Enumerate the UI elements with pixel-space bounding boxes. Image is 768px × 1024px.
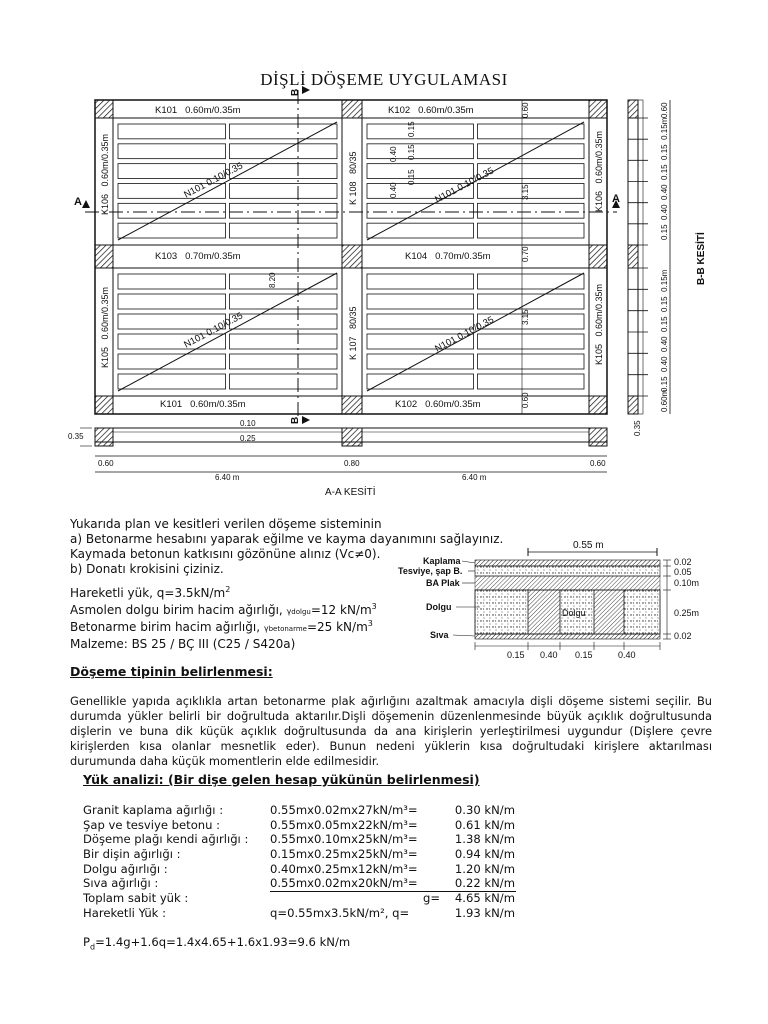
dim-label: 0.02	[674, 557, 692, 567]
beam-label: K101 0.60m/0.35m	[160, 399, 246, 410]
dim-label: 6.40 m	[215, 473, 240, 482]
intro-line: b) Donatı krokisini çiziniz.	[70, 562, 224, 576]
beam-label: K106 0.60m/0.35m	[100, 133, 110, 215]
infill-block	[478, 124, 585, 139]
infill-block	[478, 223, 585, 238]
live-load: Hareketli yük, $q=3.5kN/m^2$	[70, 585, 231, 600]
infill-block	[230, 223, 338, 238]
infill-block	[367, 294, 474, 309]
material: Malzeme: BS 25 / BÇ III (C25 / S420a)	[70, 637, 296, 651]
infill-block	[230, 124, 338, 139]
infill-block	[478, 203, 585, 218]
infill-block	[478, 354, 585, 369]
dim-label: 0.60	[660, 102, 669, 118]
column	[342, 245, 362, 268]
infill-block	[118, 223, 226, 238]
slab-label: N101 0.10/0.35	[182, 160, 245, 201]
dim-label: 0.25	[240, 434, 256, 443]
infill-block	[478, 334, 585, 349]
slab-label: N101 0.10/0.35	[182, 310, 245, 351]
section-mark-b-top: B	[290, 88, 301, 96]
page-title: DİŞLİ DÖŞEME UYGULAMASI	[260, 70, 508, 89]
dim-label: 0.40	[389, 146, 398, 162]
dim-label: 0.60	[521, 392, 530, 408]
beam-label: K103 0.70m/0.35m	[155, 251, 241, 262]
dim-label: 0.15 0.40 0.40 0.15 0.15 0.15m	[660, 269, 669, 392]
infill-block	[230, 184, 338, 199]
section-paragraph: Genellikle yapıda açıklıkla artan betonarme plak ağırlığını azaltmak amacıyla dişli döşeme sistemi seçilir. Bu durumda yükler belirli bir doğrultuda aktarılır.Dişli döşemenin düzenlenmesinde büyük açıklık doğrultusunda dişlerin ve buna dik küçük açıklık doğrultusunda da ana kirişlerin yerleştirilmesi uygundur (Dişlere çevre kirişlerden kısa olanlar mesnetlik eder). Bunun nedeni yüklerin kısa doğrultudaki kirişlere aktarılması durumunda daha küçük momentlerin elde edilmesidir.	[70, 694, 712, 768]
layer-label: Tesviye, şap B.	[398, 566, 463, 576]
infill-block	[230, 314, 338, 329]
section-heading: Döşeme tipinin belirlenmesi:	[70, 664, 273, 679]
infill-block	[118, 124, 226, 139]
dim-label: 3.15	[521, 309, 530, 325]
section-mark-a-right: A	[612, 193, 620, 205]
infill-block	[367, 223, 474, 238]
slab-label: N101 0.10/0.35	[433, 314, 496, 355]
dim-label: 0.80	[344, 459, 360, 468]
section-mark-a-left: A	[74, 196, 82, 208]
design-load: $P_d=1.4g+1.6q=1.4x4.65+1.6x1.93=9.6$ kN/m	[83, 935, 351, 952]
layer-label: Dolgu	[562, 608, 586, 618]
beam-label: K106 0.60m/0.35m	[594, 130, 604, 212]
infill-block	[367, 144, 474, 159]
infill-block	[230, 334, 338, 349]
dim-label: 0.60m	[660, 389, 669, 412]
dim-label: 0.40	[540, 650, 558, 660]
infill-block	[230, 354, 338, 369]
dim-label: 0.10m	[674, 578, 700, 588]
dim-label: 0.60	[521, 102, 530, 118]
dim-label: 8.20	[268, 272, 277, 288]
slab-label: N101 0.10/0.35	[433, 165, 496, 206]
infill-block	[230, 203, 338, 218]
infill-block	[367, 164, 474, 179]
dim-label: 0.35	[633, 420, 642, 436]
dim-label: 3.15	[521, 184, 530, 200]
beam-label: K101 0.60m/0.35m	[155, 105, 241, 116]
dim-label: 0.15	[507, 650, 525, 660]
infill-block	[118, 144, 226, 159]
layer-label: Sıva	[430, 630, 449, 640]
dim-label: 6.40 m	[462, 473, 487, 482]
rib-section-drawing	[390, 536, 730, 676]
dim-label: 0.15	[407, 144, 416, 160]
load-analysis-heading: Yük analizi: (Bir dişe gelen hesap yükünün belirlenmesi)	[83, 772, 480, 787]
beam-label: K 108 80/35	[348, 151, 358, 205]
beam-label: K105 0.60m/0.35m	[100, 286, 110, 368]
column	[342, 396, 362, 414]
infill-block	[478, 184, 585, 199]
dim-label: 0.40	[389, 182, 398, 198]
infill-block	[478, 374, 585, 389]
dim-label: 0.60	[98, 459, 114, 468]
infill-block	[118, 374, 226, 389]
infill-block	[230, 374, 338, 389]
column	[342, 100, 362, 118]
floor-plan-drawing	[0, 0, 768, 510]
beam-label: K104 0.70m/0.35m	[405, 251, 491, 262]
dim-label: 0.05	[674, 567, 692, 577]
intro-line: a) Betonarme hesabını yaparak eğilme ve kayma dayanımını sağlayınız.	[70, 532, 504, 546]
beam-label: K105 0.60m/0.35m	[594, 283, 604, 365]
infill-block	[118, 274, 226, 289]
dim-label: 0.15	[407, 121, 416, 137]
dim-label: 0.10	[240, 419, 256, 428]
intro-line: Yukarıda plan ve kesitleri verilen döşeme sisteminin	[70, 517, 382, 531]
dim-label: 0.15	[575, 650, 593, 660]
concrete-weight: Betonarme birim hacim ağırlığı, γbetonarme=25 $kN/m^3$	[70, 619, 373, 634]
column	[95, 396, 113, 414]
column	[95, 100, 113, 118]
column	[589, 100, 607, 118]
beam-label: K102 0.60m/0.35m	[388, 105, 474, 116]
intro-line: Kaymada betonun katkısını gözönüne alınız (Vc≠0).	[70, 547, 381, 561]
layer-label: Kaplama	[423, 556, 461, 566]
infill-block	[367, 314, 474, 329]
column	[589, 245, 607, 268]
dim-label: 0.40	[618, 650, 636, 660]
dim-label: 0.25m	[674, 608, 700, 618]
section-mark-b-bottom: B	[290, 416, 301, 424]
section-bb-title: B-B KESİTİ	[696, 232, 707, 285]
column	[589, 396, 607, 414]
dim-label: 0.60	[590, 459, 606, 468]
fill-weight: Asmolen dolgu birim hacim ağırlığı, γdolgu=12 $kN/m^3$	[70, 602, 377, 617]
dim-label: 0.02	[674, 631, 692, 641]
dim-label: 0.70	[521, 246, 530, 262]
layer-label: BA Plak	[426, 578, 460, 588]
column	[95, 245, 113, 268]
dim-label: 0.35	[68, 432, 84, 441]
beam-label: K 107 80/35	[348, 306, 358, 360]
section-aa-title: A-A KESİTİ	[325, 487, 376, 498]
infill-block	[367, 124, 474, 139]
dim-label: 0.15 0.40 0.40 0.15 0.15 0.15m	[660, 117, 669, 240]
infill-block	[118, 294, 226, 309]
total-underline	[270, 891, 516, 892]
rib-width: 0.55 m	[573, 540, 604, 551]
infill-block	[367, 374, 474, 389]
dim-label: 0.15	[407, 169, 416, 185]
layer-label: Dolgu	[426, 602, 452, 612]
beam-label: K102 0.60m/0.35m	[395, 399, 481, 410]
infill-block	[367, 274, 474, 289]
